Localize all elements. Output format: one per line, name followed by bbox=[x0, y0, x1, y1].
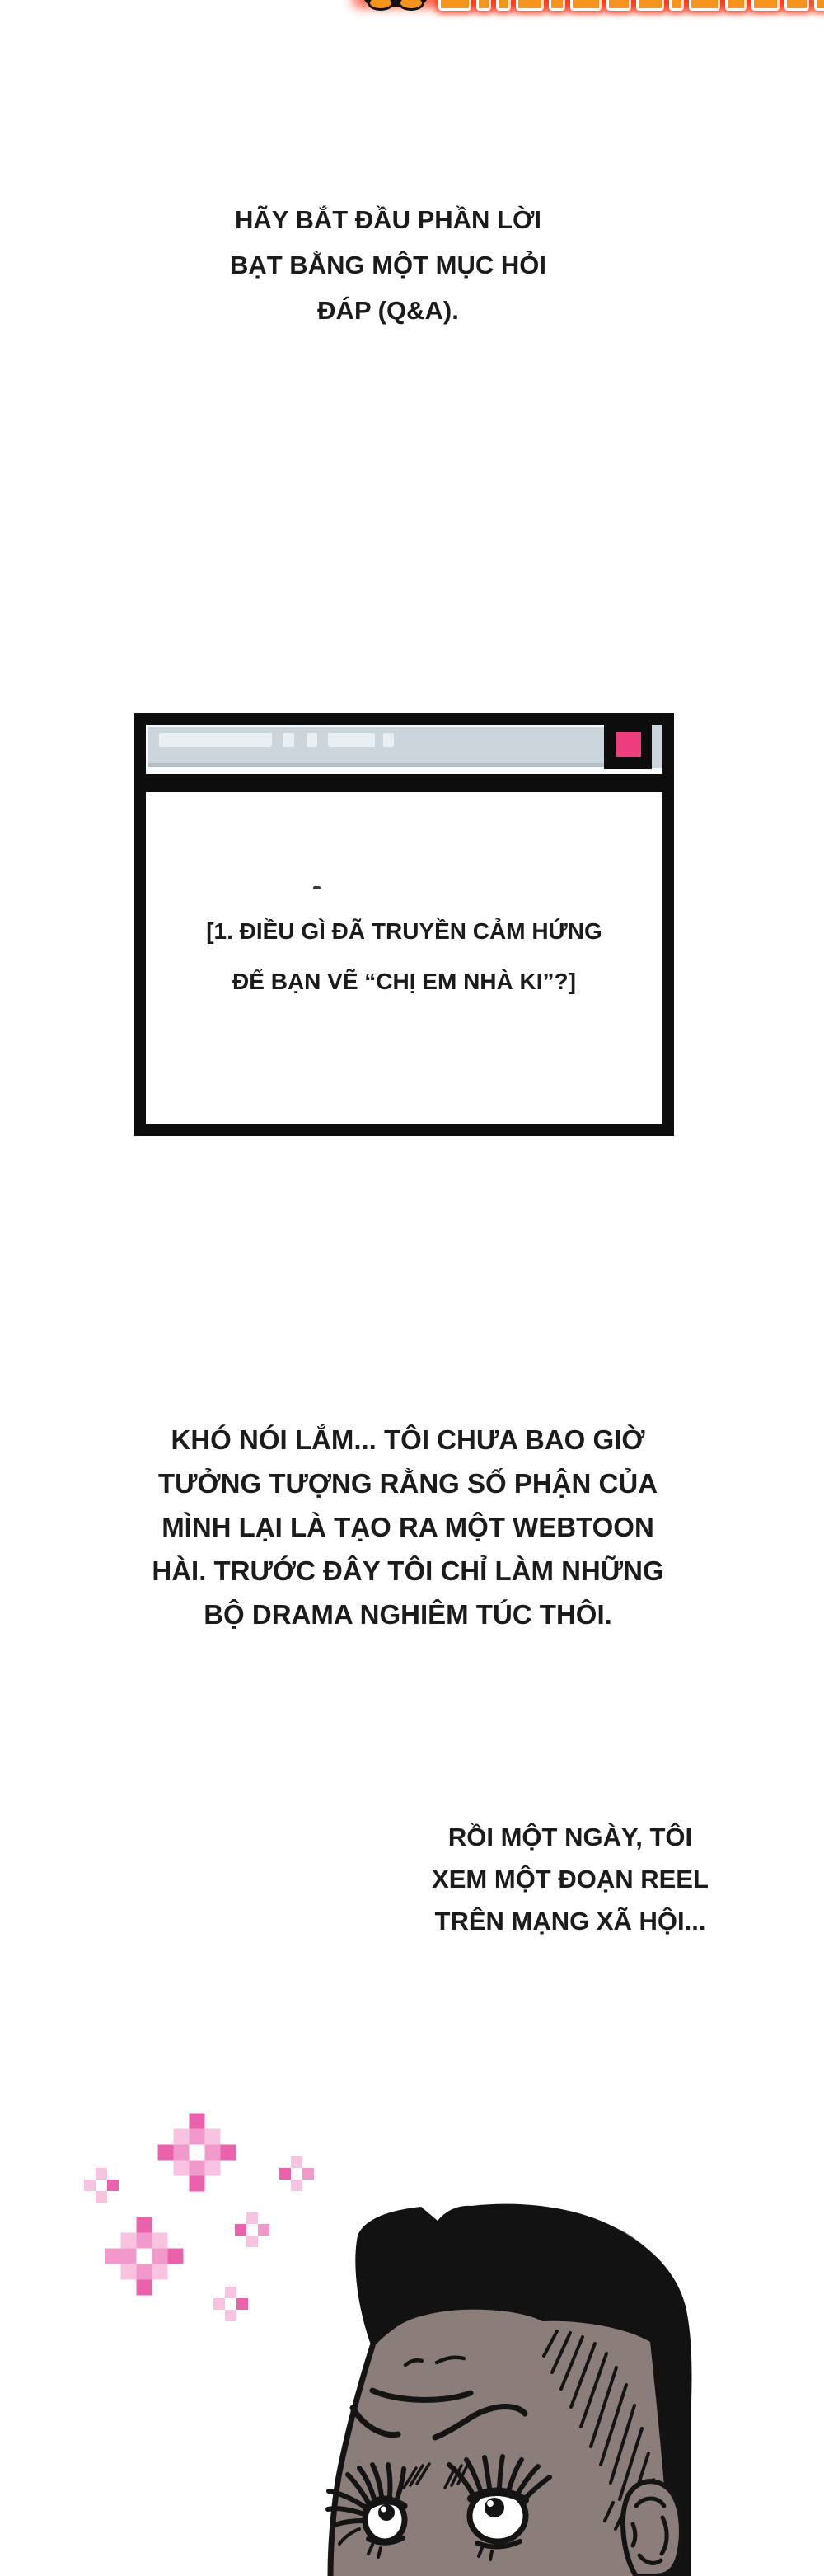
sparkle-large-1 bbox=[158, 2114, 236, 2192]
window-titlebar bbox=[148, 727, 660, 767]
mascot-foot-icon bbox=[398, 0, 424, 11]
narration-line: BẠT BẰNG MỘT MỤC HỎI bbox=[229, 251, 547, 279]
watermark-mascot-icon bbox=[363, 0, 428, 7]
narration-line: XEM MỘT ĐOẠN REEL bbox=[432, 1865, 709, 1893]
window-content bbox=[146, 792, 662, 1124]
sparkle-small-middle bbox=[235, 2212, 269, 2247]
sparkle-small-bottom bbox=[213, 2287, 248, 2321]
titlebar-button bbox=[383, 733, 394, 747]
titlebar-button bbox=[283, 733, 294, 747]
left-pupil bbox=[378, 2504, 395, 2521]
character-illustration bbox=[325, 2193, 696, 2576]
sparkle-small-right bbox=[279, 2156, 314, 2191]
sparkle-large-2 bbox=[105, 2217, 184, 2296]
mascot-foot-icon bbox=[368, 0, 394, 11]
narration-block-1 bbox=[140, 197, 636, 333]
watermark-lettering bbox=[438, 0, 824, 11]
narration-line: BỘ DRAMA NGHIÊM TÚC THÔI. bbox=[204, 1599, 612, 1630]
qa-browser-window bbox=[134, 713, 674, 1136]
narration-line: ĐÁP (Q&A). bbox=[317, 296, 459, 325]
titlebar-right-cap bbox=[652, 725, 662, 768]
ear bbox=[623, 2481, 681, 2576]
narration-line: HÀI. TRƯỚC ĐÂY TÔI CHỈ LÀM NHỮNG bbox=[152, 1555, 664, 1586]
question-line: ĐỂ BẠN VẼ “CHỊ EM NHÀ KI”?] bbox=[232, 969, 576, 994]
titlebar-field bbox=[328, 733, 375, 747]
sparkle-small-left bbox=[84, 2168, 119, 2203]
narration-block-2 bbox=[78, 1418, 737, 1636]
pixel-sparkles bbox=[70, 2102, 334, 2333]
narration-line: HÃY BẮT ĐẦU PHẦN LỜI bbox=[234, 205, 542, 234]
titlebar-button bbox=[307, 733, 317, 747]
question-line: [1. ĐIỀU GÌ ĐÃ TRUYỀN CẢM HỨNG bbox=[206, 918, 602, 944]
close-button bbox=[616, 732, 641, 757]
narration-line: MÌNH LẠI LÀ TẠO RA MỘT WEBTOON bbox=[162, 1512, 654, 1542]
stray-mark bbox=[313, 886, 321, 889]
narration-block-3 bbox=[404, 1816, 737, 1942]
site-watermark bbox=[0, 0, 824, 25]
narration-line: TRÊN MẠNG XÃ HỘI... bbox=[434, 1907, 706, 1936]
narration-line: RỒI MỘT NGÀY, TÔI bbox=[447, 1823, 693, 1851]
narration-line: TƯỞNG TƯỢNG RẰNG SỐ PHẬN CỦA bbox=[157, 1468, 658, 1499]
narration-line: KHÓ NÓI LẮM... TÔI CHƯA BAO GIỜ bbox=[171, 1424, 645, 1455]
window-titlebar-wrap bbox=[146, 725, 662, 774]
right-pupil bbox=[485, 2498, 504, 2517]
address-bar bbox=[159, 733, 272, 747]
qa-question-text bbox=[146, 906, 662, 1006]
